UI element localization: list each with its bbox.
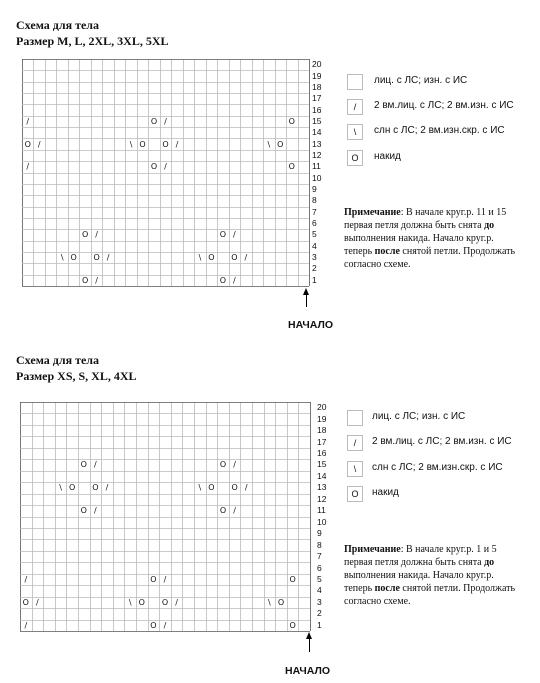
chart2-title: Схема для тела (16, 353, 100, 367)
k2tog-symbol: / (233, 275, 236, 285)
chart1-start-label: НАЧАЛО (288, 319, 333, 331)
k2tog-symbol: / (164, 162, 167, 172)
row-number: 14 (312, 127, 322, 138)
yarn-over-symbol: O (81, 230, 89, 240)
row-number: 14 (317, 470, 327, 481)
legend-item-text: слн с ЛС; 2 вм.изн.скр. с ИС (374, 125, 505, 136)
row-number: 8 (312, 195, 317, 206)
yarn-over-symbol: O (161, 597, 169, 607)
note-bold: после (374, 583, 400, 594)
row-number: 17 (312, 93, 322, 104)
row-number: 4 (317, 585, 322, 596)
yarn-over-symbol: O (138, 597, 145, 607)
ssk-symbol: \ (128, 597, 132, 607)
start-arrow-shaft (309, 638, 310, 652)
ssk-symbol: \ (198, 483, 202, 493)
k2tog-symbol: / (163, 574, 167, 584)
k2tog-symbol: / (175, 597, 178, 607)
row-number: 5 (312, 229, 317, 240)
yarn-over-symbol: O (219, 506, 227, 516)
k2tog-symbol: / (94, 460, 97, 470)
legend-item-text: 2 вм.лиц. с ЛС; 2 вм.изн. с ИС (372, 436, 512, 447)
ssk-symbol: \ (267, 139, 271, 149)
row-number: 15 (312, 115, 322, 126)
yarn-over-symbol: O (219, 230, 227, 240)
yarn-over-symbol: O (92, 483, 99, 493)
ssk-symbol: \ (268, 597, 271, 607)
yarn-over-symbol: O (208, 483, 215, 493)
note-text: снятой петли. Продолжать согласно схеме. (344, 246, 516, 270)
k2tog-symbol: / (26, 162, 30, 172)
k2tog-symbol: / (37, 139, 41, 149)
row-number: 7 (317, 551, 322, 562)
note-label: Примечание (344, 544, 401, 555)
legend-item-text: накид (374, 151, 401, 162)
yarn-over-symbol: O (24, 139, 31, 149)
k2tog-symbol: / (105, 483, 109, 493)
ssk-symbol: \ (60, 253, 64, 263)
yarn-over-symbol: O (139, 139, 146, 149)
yarn-over-symbol: O (22, 597, 29, 607)
k2tog-symbol: / (94, 506, 97, 516)
row-number: 13 (312, 138, 322, 149)
row-number: 5 (317, 573, 322, 584)
note-text: выполнения накида. Начало круг.р. теперь (344, 570, 494, 594)
yarn-over-symbol: O (70, 253, 77, 263)
yarn-over-symbol: O (93, 253, 100, 263)
row-number: 2 (317, 608, 322, 619)
note-text: : В начале круг.р. 1 и 5 первая петля должна быть снята (344, 544, 497, 568)
yarn-over-symbol: O (288, 116, 295, 126)
legend-item-text: лиц. с ЛС; изн. с ИС (374, 75, 468, 86)
chart1-grid (22, 59, 309, 286)
chart2-sizes: Размер XS, S, XL, 4XL (16, 369, 137, 383)
k2tog-symbol: / (36, 597, 39, 607)
row-number: 1 (317, 619, 322, 630)
note-text: выполнения накида. Начало круг.р. теперь (344, 233, 494, 257)
row-number: 13 (317, 482, 327, 493)
note-text: : В начале круг.р. 11 и 15 первая петля должна быть снята (344, 207, 507, 231)
row-number: 19 (317, 413, 327, 424)
yarn-over-symbol: O (208, 253, 215, 263)
k2tog-symbol: / (163, 620, 167, 630)
legend-slash-icon: / (347, 435, 363, 451)
yarn-over-symbol: O (162, 139, 169, 149)
row-number: 1 (312, 274, 317, 285)
row-number: 18 (312, 81, 322, 92)
ssk-symbol: \ (198, 253, 202, 263)
k2tog-symbol: / (244, 253, 248, 263)
yarn-over-symbol: O (150, 116, 158, 126)
yarn-over-symbol: O (277, 139, 284, 149)
row-number: 8 (317, 539, 322, 550)
row-number: 12 (317, 493, 327, 504)
row-number: 3 (317, 596, 322, 607)
yarn-over-symbol: O (81, 275, 89, 285)
k2tog-symbol: / (106, 253, 110, 263)
note-bold: до (484, 557, 495, 568)
legend-empty-square-icon (347, 410, 363, 426)
k2tog-symbol: / (95, 230, 98, 240)
k2tog-symbol: / (175, 139, 179, 149)
legend-circle-icon: O (347, 150, 363, 166)
yarn-over-symbol: O (288, 162, 295, 172)
k2tog-symbol: / (233, 506, 236, 516)
row-number: 11 (317, 505, 326, 516)
note-bold: до (484, 220, 495, 231)
row-number: 9 (312, 184, 317, 195)
yarn-over-symbol: O (219, 275, 227, 285)
legend-backslash-icon: \ (347, 461, 363, 477)
row-number: 16 (317, 448, 327, 459)
k2tog-symbol: / (233, 460, 236, 470)
row-number: 6 (317, 562, 322, 573)
k2tog-symbol: / (244, 483, 248, 493)
row-number: 15 (317, 459, 327, 470)
row-number: 7 (312, 206, 317, 217)
k2tog-symbol: / (26, 116, 30, 126)
note-label: Примечание (344, 207, 401, 218)
yarn-over-symbol: O (289, 574, 296, 584)
k2tog-symbol: / (24, 574, 28, 584)
chart1-sizes: Размер M, L, 2XL, 3XL, 5XL (16, 34, 169, 48)
legend-empty-square-icon (347, 74, 363, 90)
chart1-title: Схема для тела (16, 18, 100, 32)
ssk-symbol: \ (129, 139, 133, 149)
yarn-over-symbol: O (80, 506, 87, 516)
row-number: 10 (312, 172, 322, 183)
row-number: 4 (312, 240, 317, 251)
legend-item-text: 2 вм.лиц. с ЛС; 2 вм.изн. с ИС (374, 100, 514, 111)
row-number: 6 (312, 218, 317, 229)
chart2-start-label: НАЧАЛО (285, 665, 330, 677)
row-number: 20 (312, 59, 322, 70)
k2tog-symbol: / (95, 275, 98, 285)
yarn-over-symbol: O (150, 574, 157, 584)
legend-circle-icon: O (347, 486, 363, 502)
yarn-over-symbol: O (219, 460, 227, 470)
yarn-over-symbol: O (289, 620, 296, 630)
yarn-over-symbol: O (150, 162, 158, 172)
row-number: 20 (317, 402, 327, 413)
yarn-over-symbol: O (231, 253, 238, 263)
legend-backslash-icon: \ (347, 124, 363, 140)
k2tog-symbol: / (164, 116, 167, 126)
note-bold: после (374, 246, 400, 257)
row-number: 11 (312, 161, 321, 172)
k2tog-symbol: / (24, 620, 28, 630)
row-number: 12 (312, 149, 322, 160)
legend-slash-icon: / (347, 99, 363, 115)
row-number: 16 (312, 104, 322, 115)
yarn-over-symbol: O (277, 597, 285, 607)
chart2-grid (20, 402, 310, 631)
row-number: 9 (317, 528, 322, 539)
legend-item-text: накид (372, 487, 399, 498)
chart1-note (344, 206, 524, 271)
row-number: 3 (312, 252, 317, 263)
yarn-over-symbol: O (231, 483, 238, 493)
chart2-note (344, 543, 524, 608)
yarn-over-symbol: O (69, 483, 76, 493)
row-number: 19 (312, 70, 322, 81)
row-number: 17 (317, 436, 327, 447)
legend-item-text: лиц. с ЛС; изн. с ИС (372, 411, 466, 422)
legend-item-text: слн с ЛС; 2 вм.изн.скр. с ИС (372, 462, 503, 473)
row-number: 18 (317, 425, 327, 436)
yarn-over-symbol: O (150, 620, 157, 630)
row-number: 10 (317, 516, 327, 527)
row-number: 2 (312, 263, 317, 274)
start-arrow-shaft (306, 294, 307, 307)
ssk-symbol: \ (59, 483, 62, 493)
note-text: снятой петли. Продолжать согласно схеме. (344, 583, 516, 607)
k2tog-symbol: / (233, 230, 236, 240)
yarn-over-symbol: O (80, 460, 87, 470)
